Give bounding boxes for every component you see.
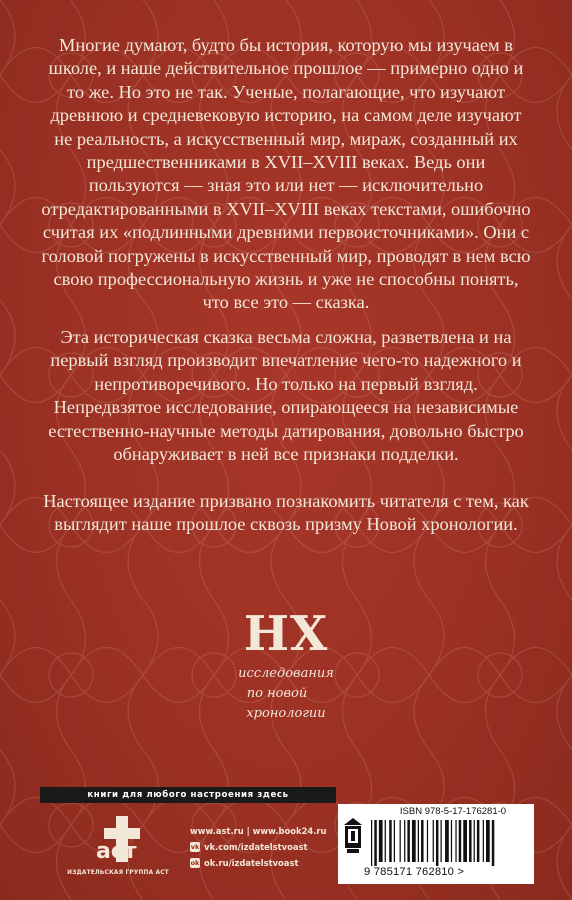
barcode-bar [445,820,449,862]
barcode-bar [474,820,475,862]
ok-icon: ok [190,859,200,867]
series-logo-line-2: по новой [246,686,308,701]
barcode-bar [459,820,462,862]
series-logo-line-1: исследования [238,666,334,681]
barcode-bar [385,820,386,862]
publisher-links [190,823,340,871]
barcode-bar [463,820,467,862]
barcode-bar [441,820,442,862]
barcode-bar [374,820,377,866]
barcode-bar [371,820,372,866]
lantern-icon [342,816,364,856]
barcode-bar [389,820,392,862]
barcode-bar [394,820,395,862]
barcode-bar [427,820,428,862]
barcode-digits: 9 785171 762810 > [364,866,465,878]
publisher-tagline: книги для любого настроения здесь [40,787,336,803]
blurb-paragraph-1: Многие думают, будто бы история, которую мы изучаем в школе, и наше действительное прошлое — примерно одно и то же. Но это не так. Ученые, полагающие, что изучают древнюю и средневековую историю, на самом деле изучают не реальность, а искусственный мир, мираж, созданный их предшественниками в XVII–XVIII веках. Ведь они пользуются — зная это или нет — исключительно отредактированными в XVII–XVIII веках текстами, ошибочно считая их «подлинными древними первоисточниками». Они с головой погружены в искусственный мир, проводят в нем всю свою профессиональную жизнь и уже не способны понять, что все это — сказка. [41,35,531,313]
barcode-bar [404,820,405,862]
vk-icon: vk [190,843,200,851]
barcode-bar [433,820,434,862]
barcode-bar [483,820,484,862]
barcode-bar [469,820,472,862]
barcode-bar [418,820,419,862]
series-logo-letters: НХ [243,606,329,662]
barcode-bar [477,820,480,862]
barcode-bar [400,820,401,862]
barcode-bar [412,820,416,862]
barcode-bar [486,820,490,862]
isbn-number: ISBN 978-5-17-176281-0 [399,806,507,817]
barcode-bar [421,820,424,862]
barcode-bar [455,820,456,862]
svg-text:аст: аст [96,839,137,864]
blurb-paragraph-3: Настоящее издание призвано познакомить читателя с тем, как выглядит наше прошлое сквозь призму Новой хронологии. [43,491,529,535]
blurb-paragraph-2: Эта историческая сказка весьма сложна, разветвлена и на первый взгляд производит впечатление чего-то надежного и непротиворечивого. Но только на первый взгляд. Непредвзятое исследование, опирающееся на независимые естественно-научные методы датирования, довольно быстро обнаруживает в ней все признаки подделки. [48,327,524,465]
barcode-bars [371,820,531,866]
barcode-bar [436,820,439,866]
barcode-bar [492,820,495,866]
publisher-caption: ИЗДАТЕЛЬСКАЯ ГРУППА АСТ [67,870,169,876]
ok-link[interactable]: ok ok.ru/izdatelstvoast [190,858,299,868]
barcode-bar [451,820,452,862]
barcode-bar [379,820,383,862]
websites-link[interactable]: www.ast.ru | www.book24.ru [190,826,327,836]
vk-link[interactable]: vk vk.com/izdatelstvoast [190,842,308,852]
series-logo-line-3: хронологии [246,706,326,721]
barcode-bar [407,820,410,862]
series-logo [222,604,350,724]
